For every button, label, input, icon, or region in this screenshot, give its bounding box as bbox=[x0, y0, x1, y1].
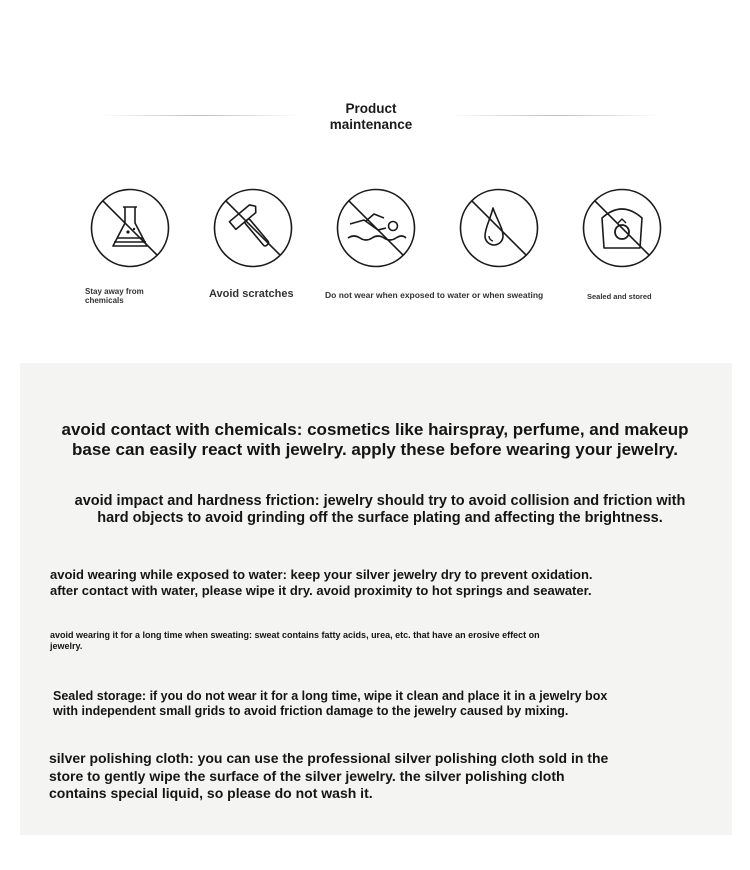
droplet-prohibited-icon bbox=[459, 188, 539, 268]
tip-line: base can easily react with jewelry. apply these before wearing your jewelry. bbox=[72, 440, 678, 459]
icon-label-chemicals bbox=[85, 287, 144, 305]
tip-text: avoid wearing while exposed to water: keep your silver jewelry dry to prevent oxidation. bbox=[50, 567, 593, 582]
tip-text: avoid impact and hardness friction: jewelry should try to avoid collision and friction with bbox=[74, 493, 686, 509]
tip-line: contains special liquid, so please do not wash it. bbox=[49, 785, 373, 801]
tip-text: Sealed storage: if you do not wear it for a long time, wipe it clean and place it in a jewelry box bbox=[53, 689, 608, 703]
tip-line bbox=[0, 493, 750, 510]
tip-text: avoid contact with chemicals: cosmetics like hairspray, perfume, and makeup bbox=[61, 420, 689, 439]
tip-storage bbox=[53, 689, 607, 719]
title-line-1: Product bbox=[345, 101, 397, 116]
tip-impact bbox=[0, 493, 750, 527]
icon-label-line: Stay away from bbox=[85, 287, 144, 296]
tip-polishing-cloth bbox=[49, 750, 608, 803]
tip-sweating bbox=[50, 630, 540, 652]
tip-line: hard objects to avoid grinding off the surface plating and affecting the brightness. bbox=[97, 510, 663, 526]
tip-line bbox=[0, 420, 750, 440]
icon-label-water: Do not wear when exposed to water or when sweating bbox=[325, 290, 544, 300]
tip-water bbox=[50, 567, 593, 599]
header-divider-right bbox=[450, 115, 660, 116]
flask-prohibited-icon bbox=[90, 188, 170, 268]
tip-line bbox=[50, 630, 540, 641]
tip-line bbox=[49, 750, 608, 768]
tip-text: avoid wearing it for a long time when sweating: sweat contains fatty acids, urea, etc. that have an erosive effect on bbox=[50, 630, 540, 640]
icon-label-scratches: Avoid scratches bbox=[209, 288, 294, 300]
tip-line: after contact with water, please wipe it dry. avoid proximity to hot springs and seawater. bbox=[50, 583, 592, 598]
ring-box-icon bbox=[582, 188, 662, 268]
tip-text: silver polishing cloth: you can use the professional silver polishing cloth sold in the bbox=[49, 750, 609, 766]
tip-chemicals bbox=[0, 420, 750, 460]
tip-line bbox=[53, 689, 607, 704]
swimmer-prohibited-icon bbox=[336, 188, 416, 268]
tip-line bbox=[50, 567, 593, 583]
title-line-2: maintenance bbox=[329, 117, 413, 132]
hammer-prohibited-icon bbox=[213, 188, 293, 268]
tip-line: store to gently wipe the surface of the silver jewelry. the silver polishing cloth bbox=[49, 767, 565, 784]
header-divider-left bbox=[100, 115, 300, 116]
icon-label-line: chemicals bbox=[85, 296, 124, 305]
tip-line: with independent small grids to avoid friction damage to the jewelry caused by mixing. bbox=[53, 704, 569, 718]
section-header bbox=[0, 101, 750, 135]
section-title bbox=[310, 101, 432, 133]
icon-label-sealed: Sealed and stored bbox=[587, 292, 652, 301]
tip-line: jewelry. bbox=[50, 641, 83, 651]
